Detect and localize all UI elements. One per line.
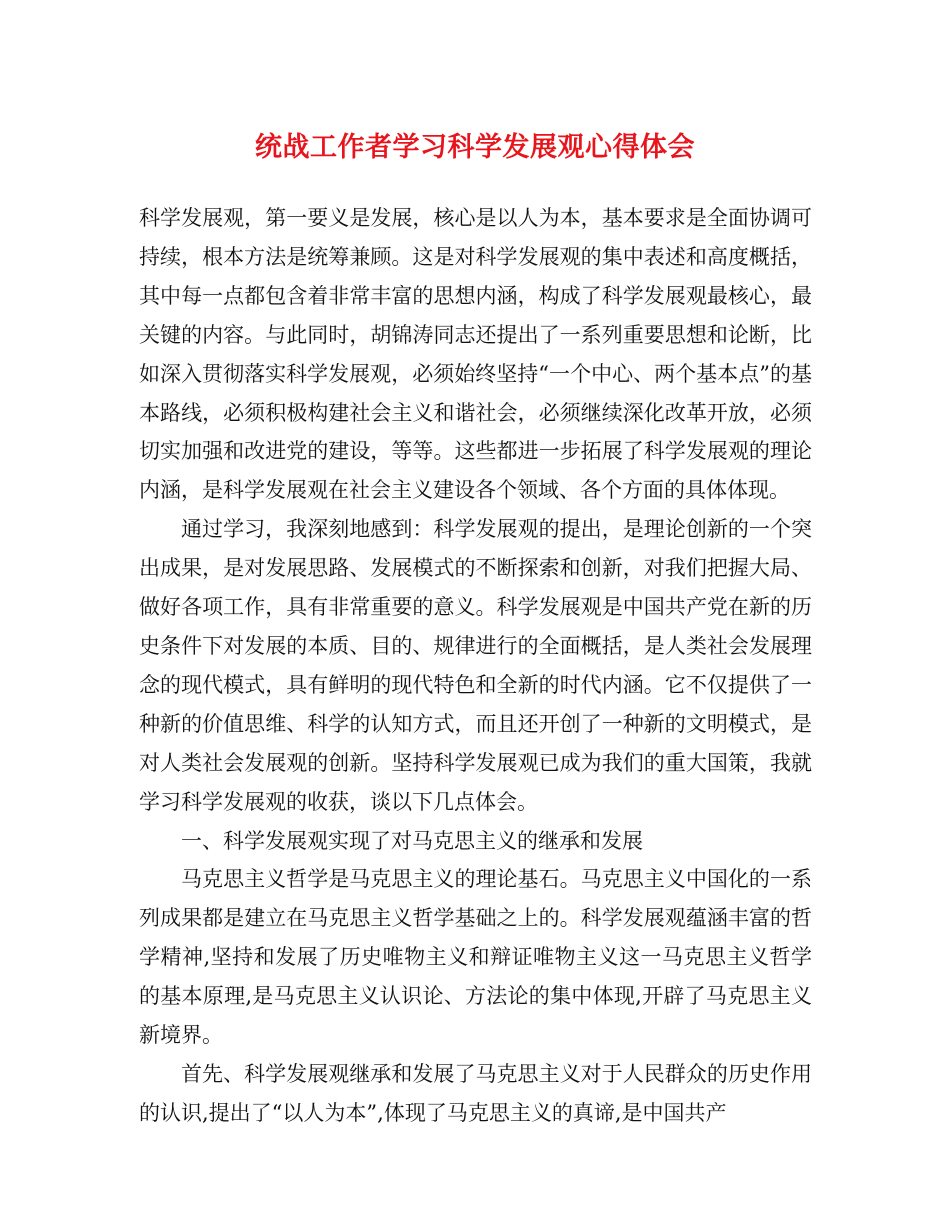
document-title: 统战工作者学习科学发展观心得体会 bbox=[255, 132, 695, 163]
paragraph-first-point: 首先、科学发展观继承和发展了马克思主义对于人民群众的历史作用的认识,提出了“以人为本”,体现了马克思主义的真谛,是中国共产 bbox=[139, 1061, 812, 1125]
paragraph-marxist-philosophy: 马克思主义哲学是马克思主义的理论基石。马克思主义中国化的一系列成果都是建立在马克思主义哲学基础之上的。科学发展观蕴涵丰富的哲学精神,坚持和发展了历史唯物主义和辩证唯物主义这一马克思主义哲学的基本原理,是马克思主义认识论、方法论的集中体现,开辟了马克思主义新境界。 bbox=[139, 867, 812, 1048]
paragraph-learning-reflection: 通过学习，我深刻地感到：科学发展观的提出，是理论创新的一个突出成果，是对发展思路、发展模式的不断探索和创新，对我们把握大局、做好各项工作，具有非常重要的意义。科学发展观是中国共产党在新的历史条件下对发展的本质、目的、规律进行的全面概括，是人类社会发展理念的现代模式，具有鲜明的现代特色和全新的时代内涵。它不仅提供了一种新的价值思维、科学的认知方式，而且还开创了一种新的文明模式，是对人类社会发展观的创新。坚持科学发展观已成为我们的重大国策，我就学习科学发展观的收获，谈以下几点体会。 bbox=[139, 517, 812, 814]
document-body bbox=[139, 199, 812, 1133]
section-heading-one: 一、科学发展观实现了对马克思主义的继承和发展 bbox=[181, 828, 643, 853]
paragraph-intro: 科学发展观，第一要义是发展，核心是以人为本，基本要求是全面协调可持续，根本方法是统筹兼顾。这是对科学发展观的集中表述和高度概括，其中每一点都包含着非常丰富的思想内涵，构成了科学发展观最核心，最关键的内容。与此同时，胡锦涛同志还提出了一系列重要思想和论断，比如深入贯彻落实科学发展观，必须始终坚持“一个中心、两个基本点”的基本路线，必须积极构建社会主义和谐社会，必须继续深化改革开放，必须切实加强和改进党的建设，等等。这些都进一步拓展了科学发展观的理论内涵，是科学发展观在社会主义建设各个领域、各个方面的具体体现。 bbox=[139, 206, 812, 503]
